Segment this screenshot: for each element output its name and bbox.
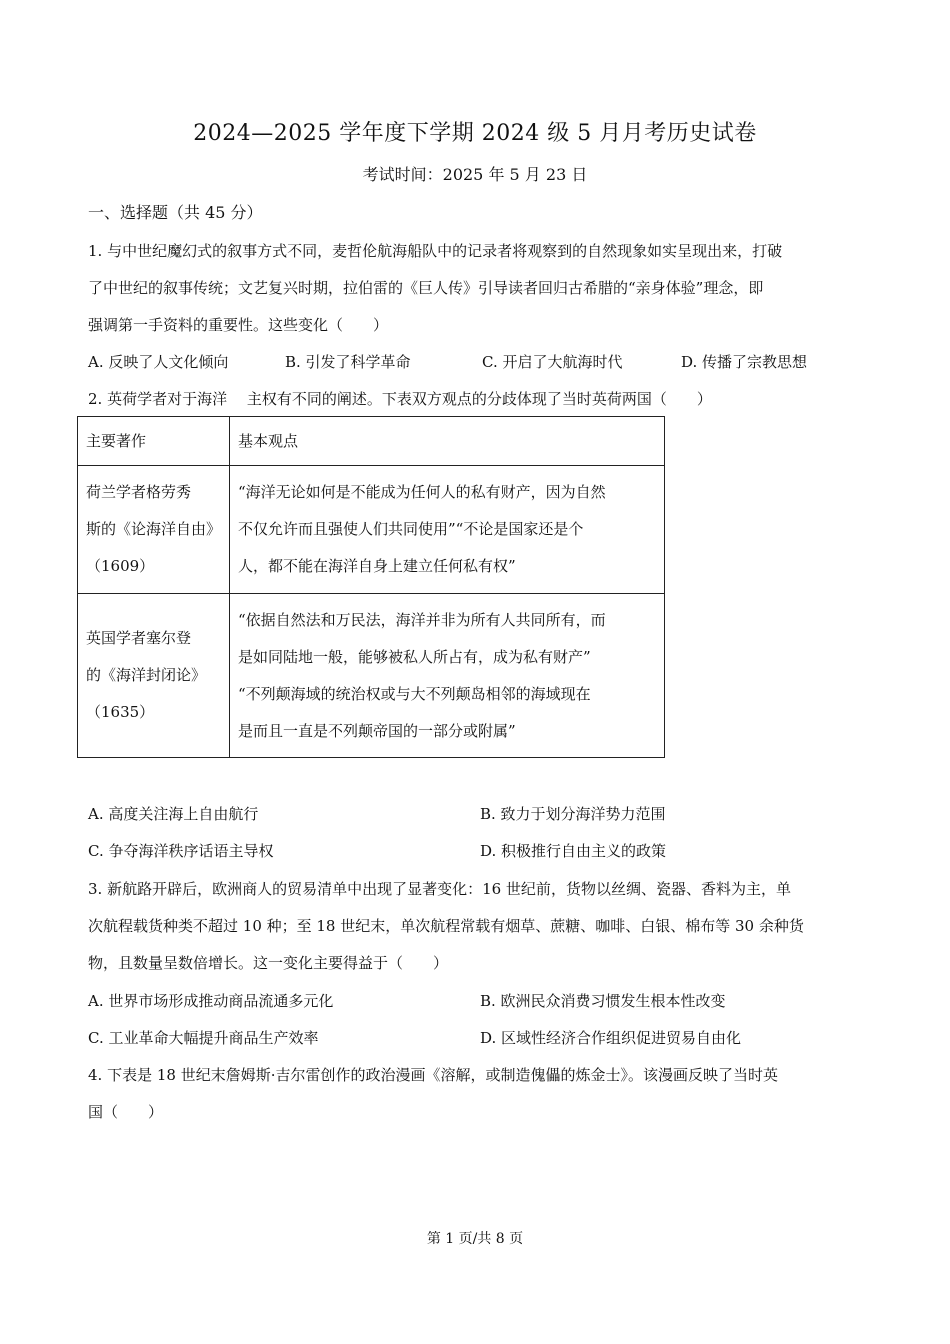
view-line: 不仅允许而且强使人们共同使用”“不论是国家还是个 bbox=[238, 520, 584, 538]
work-line: 的《海洋封闭论》 bbox=[86, 666, 207, 684]
header-view-label: 基本观点 bbox=[238, 431, 299, 450]
table-header-view bbox=[230, 417, 665, 466]
view-line: 人，都不能在海洋自身上建立任何私有权” bbox=[238, 557, 516, 575]
q2-option-a: A. 高度关注海上自由航行 bbox=[88, 805, 259, 823]
page-number: 第 1 页/共 8 页 bbox=[426, 1231, 524, 1247]
view-line: “依据自然法和万民法，海洋并非为所有人共同所有，而 bbox=[238, 610, 606, 629]
q3-line-2: 次航程载货种类不超过 10 种；至 18 世纪末，单次航程常载有烟草、蔗糖、咖啡、白银、棉布等 30 余种货 bbox=[88, 917, 804, 935]
work-line: 斯的《论海洋自由》 bbox=[86, 520, 222, 538]
table-header-row bbox=[78, 417, 665, 466]
q1-line-2: 了中世纪的叙事传统；文艺复兴时期，拉伯雷的《巨人传》引导读者回归古希腊的“亲身体验”理念，即 bbox=[88, 279, 764, 297]
q1-option-c: C. 开启了大航海时代 bbox=[482, 353, 623, 371]
exam-title: 2024—2025 学年度下学期 2024 级 5 月月考历史试卷 bbox=[193, 121, 757, 146]
q2-stem: 2. 英荷学者对于海洋 主权有不同的阐述。下表双方观点的分歧体现了当时英荷两国（ ） bbox=[88, 390, 712, 408]
work-line: 荷兰学者格劳秀 bbox=[86, 483, 192, 501]
table-cell-work bbox=[78, 466, 230, 594]
table-header-work bbox=[78, 417, 230, 466]
exam-time: 考试时间：2025 年 5 月 23 日 bbox=[362, 165, 588, 184]
q3-option-a: A. 世界市场形成推动商品流通多元化 bbox=[88, 992, 334, 1010]
q2-option-b: B. 致力于划分海洋势力范围 bbox=[480, 805, 666, 823]
table-cell-view bbox=[230, 466, 665, 594]
table-cell-view bbox=[230, 594, 665, 758]
q1-option-b: B. 引发了科学革命 bbox=[285, 353, 411, 371]
view-line: 是而且一直是不列颠帝国的一部分或附属” bbox=[238, 721, 516, 740]
work-line: 英国学者塞尔登 bbox=[86, 629, 192, 647]
q3-option-d: D. 区域性经济合作组织促进贸易自由化 bbox=[480, 1029, 742, 1047]
q2-option-c: C. 争夺海洋秩序话语主导权 bbox=[88, 842, 274, 860]
view-line: 是如同陆地一般，能够被私人所占有，成为私有财产” bbox=[238, 647, 591, 666]
q4-line-1: 4. 下表是 18 世纪末詹姆斯·吉尔雷创作的政治漫画《溶解，或制造傀儡的炼金士》。该漫画反映了当时英 bbox=[88, 1066, 778, 1084]
table-row bbox=[78, 466, 665, 594]
header-work-label: 主要著作 bbox=[86, 431, 147, 450]
q3-option-b: B. 欧洲民众消费习惯发生根本性改变 bbox=[480, 992, 726, 1010]
view-line: “不列颠海域的统治权或与大不列颠岛相邻的海域现在 bbox=[238, 684, 591, 703]
q3-line-1: 3. 新航路开辟后，欧洲商人的贸易清单中出现了显著变化：16 世纪前，货物以丝绸、瓷器、香料为主，单 bbox=[88, 880, 791, 898]
table-cell-work bbox=[78, 594, 230, 758]
q2-option-d: D. 积极推行自由主义的政策 bbox=[480, 842, 667, 860]
work-line: （1609） bbox=[86, 557, 155, 575]
q1-line-1: 1. 与中世纪魔幻式的叙事方式不同，麦哲伦航海船队中的记录者将观察到的自然现象如实呈现出来，打破 bbox=[88, 242, 783, 260]
view-line: “海洋无论如何是不能成为任何人的私有财产，因为自然 bbox=[238, 483, 606, 501]
q1-line-3: 强调第一手资料的重要性。这些变化（ ） bbox=[88, 316, 389, 334]
q4-line-2: 国（ ） bbox=[88, 1103, 164, 1121]
q1-option-a: A. 反映了人文化倾向 bbox=[88, 353, 229, 371]
table-row bbox=[78, 594, 665, 758]
q3-line-3: 物，且数量呈数倍增长。这一变化主要得益于（ ） bbox=[88, 954, 449, 972]
q3-option-c: C. 工业革命大幅提升商品生产效率 bbox=[88, 1029, 319, 1047]
section-heading: 一、选择题（共 45 分） bbox=[88, 203, 263, 222]
q1-option-d: D. 传播了宗教思想 bbox=[681, 353, 808, 371]
work-line: （1635） bbox=[86, 703, 155, 721]
viewpoints-table bbox=[77, 416, 665, 758]
